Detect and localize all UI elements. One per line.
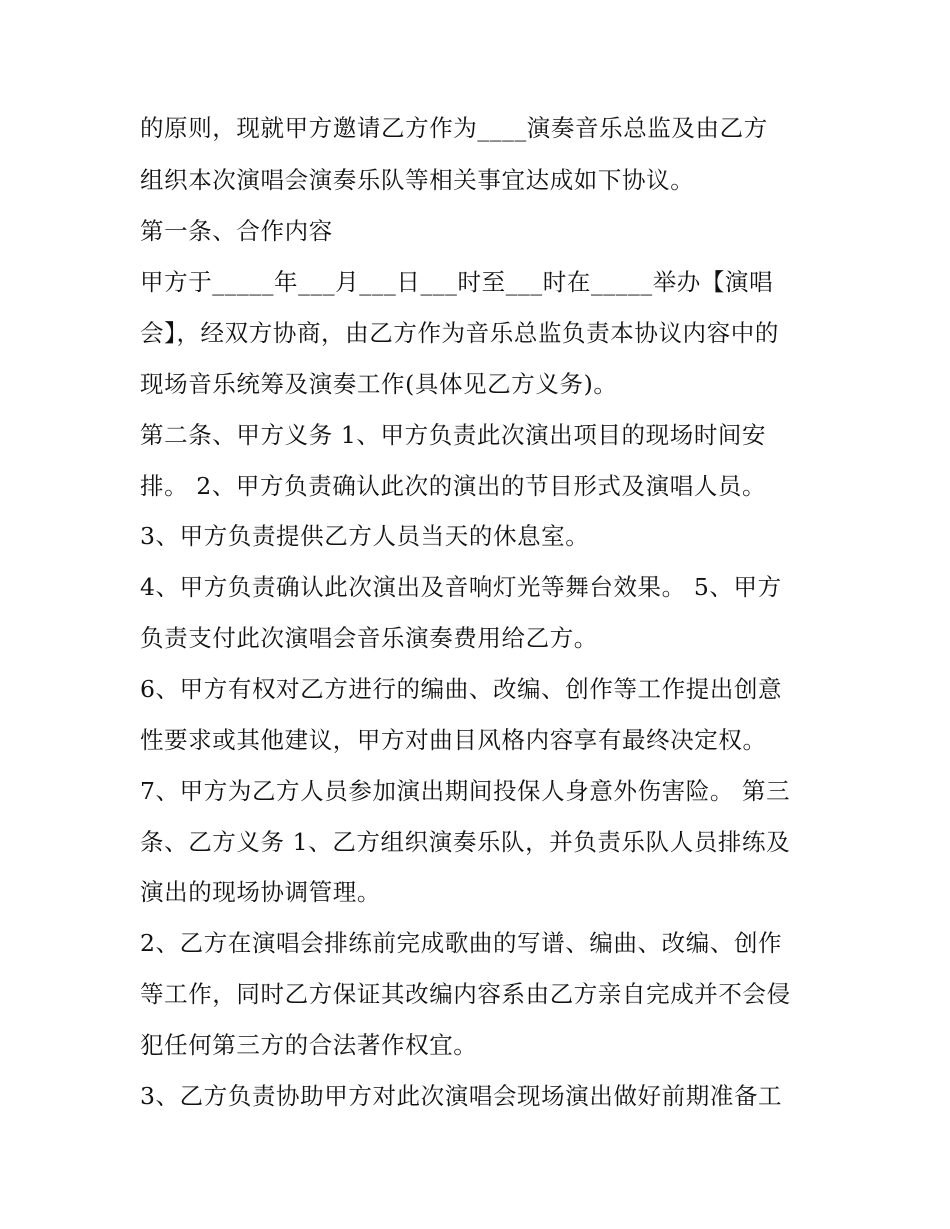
text-line: 现场音乐统筹及演奏工作(具体见乙方义务)。 (140, 370, 618, 398)
text-line: 甲方于_____年___月___日___时至___时在_____举办【演唱 (140, 268, 774, 296)
text-line: 2、乙方在演唱会排练前完成歌曲的写谱、编曲、改编、创作 (140, 929, 783, 957)
text-line: 组织本次演唱会演奏乐队等相关事宜达成如下协议。 (140, 166, 695, 194)
text-line: 负责支付此次演唱会音乐演奏费用给乙方。 (140, 624, 598, 652)
text-line: 性要求或其他建议，甲方对曲目风格内容享有最终决定权。 (140, 726, 767, 754)
text-line: 犯任何第三方的合法著作权宜。 (140, 1031, 478, 1059)
text-line: 等工作，同时乙方保证其改编内容系由乙方亲自完成并不会侵 (140, 980, 791, 1008)
text-line: 演出的现场协调管理。 (140, 878, 381, 906)
text-line: 3、乙方负责协助甲方对此次演唱会现场演出做好前期准备工 (140, 1082, 783, 1110)
text-line: 6、甲方有权对乙方进行的编曲、改编、创作等工作提出创意 (140, 675, 783, 703)
text-line: 的原则，现就甲方邀请乙方作为____演奏音乐总监及由乙方 (140, 114, 768, 142)
text-line: 会】，经双方协商，由乙方作为音乐总监负责本协议内容中的 (140, 319, 779, 347)
text-line: 第二条、甲方义务 1、甲方负责此次演出项目的现场时间安 (140, 421, 767, 449)
text-line: 7、甲方为乙方人员参加演出期间投保人身意外伤害险。 第三 (140, 777, 791, 805)
text-line: 条、乙方义务 1、乙方组织演奏乐队，并负责乐队人员排练及 (140, 828, 791, 856)
text-line: 排。 2、甲方负责确认此次的演出的节目形式及演唱人员。 (140, 472, 767, 500)
text-line: 4、甲方负责确认此次演出及音响灯光等舞台效果。 5、甲方 (140, 573, 782, 601)
text-line: 3、甲方负责提供乙方人员当天的休息室。 (140, 522, 590, 550)
section-heading: 第一条、合作内容 (140, 217, 333, 245)
